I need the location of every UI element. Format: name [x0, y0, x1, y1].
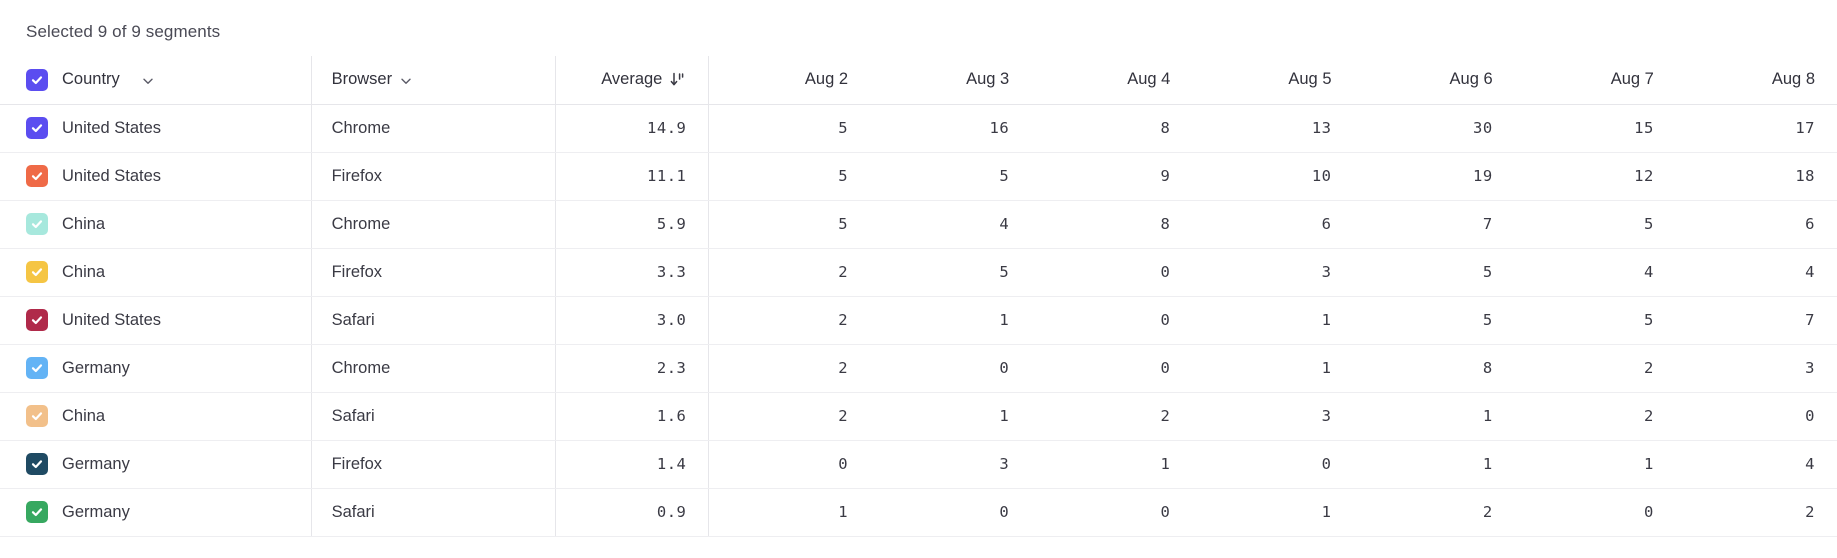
- cell-day-5: 12: [1515, 152, 1676, 200]
- cell-country-label: Germany: [62, 454, 130, 473]
- cell-day-2: 0: [1031, 344, 1192, 392]
- cell-country: [0, 248, 311, 296]
- cell-day-1: 0: [870, 488, 1031, 536]
- cell-day-0: 2: [709, 344, 870, 392]
- column-header-day-6[interactable]: Aug 8: [1676, 56, 1837, 104]
- cell-day-6: 6: [1676, 200, 1837, 248]
- cell-day-0: 5: [709, 200, 870, 248]
- cell-day-2: 0: [1031, 488, 1192, 536]
- cell-browser: Chrome: [311, 344, 556, 392]
- cell-day-2: 0: [1031, 248, 1192, 296]
- cell-country-label: United States: [62, 118, 162, 137]
- column-header-country-label: Country: [62, 70, 120, 89]
- cell-day-1: 0: [870, 344, 1031, 392]
- column-header-day-1[interactable]: Aug 3: [870, 56, 1031, 104]
- row-checkbox[interactable]: [26, 117, 48, 139]
- row-checkbox[interactable]: [26, 501, 48, 523]
- cell-day-3: 3: [1192, 248, 1353, 296]
- cell-day-1: 5: [870, 152, 1031, 200]
- cell-day-2: 8: [1031, 104, 1192, 152]
- cell-country: [0, 296, 311, 344]
- cell-browser: Firefox: [311, 440, 556, 488]
- cell-day-6: 0: [1676, 392, 1837, 440]
- column-header-browser-label: Browser: [331, 70, 393, 89]
- cell-day-5: 1: [1515, 440, 1676, 488]
- chevron-down-icon[interactable]: [142, 75, 154, 87]
- cell-day-3: 10: [1192, 152, 1353, 200]
- cell-day-1: 1: [870, 296, 1031, 344]
- cell-day-3: 3: [1192, 392, 1353, 440]
- cell-country-label: China: [62, 262, 106, 281]
- cell-country: [0, 200, 311, 248]
- cell-day-1: 16: [870, 104, 1031, 152]
- cell-country: [0, 104, 311, 152]
- cell-day-3: 1: [1192, 344, 1353, 392]
- column-header-average-label: Average: [601, 70, 663, 89]
- cell-average: 1.6: [556, 392, 709, 440]
- table-row[interactable]: [0, 152, 1837, 200]
- cell-day-1: 1: [870, 392, 1031, 440]
- cell-day-6: 3: [1676, 344, 1837, 392]
- cell-average: 2.3: [556, 344, 709, 392]
- cell-day-4: 30: [1354, 104, 1515, 152]
- cell-day-0: 5: [709, 104, 870, 152]
- table-row[interactable]: [0, 392, 1837, 440]
- cell-browser: Firefox: [311, 248, 556, 296]
- cell-day-6: 7: [1676, 296, 1837, 344]
- table-row[interactable]: [0, 104, 1837, 152]
- segments-table: [0, 56, 1837, 537]
- cell-day-3: 0: [1192, 440, 1353, 488]
- cell-country: [0, 488, 311, 536]
- cell-country-label: United States: [62, 310, 162, 329]
- cell-day-5: 4: [1515, 248, 1676, 296]
- row-checkbox[interactable]: [26, 453, 48, 475]
- cell-day-2: 1: [1031, 440, 1192, 488]
- cell-day-4: 5: [1354, 248, 1515, 296]
- cell-country: [0, 392, 311, 440]
- cell-day-6: 2: [1676, 488, 1837, 536]
- table-row[interactable]: [0, 440, 1837, 488]
- cell-day-4: 5: [1354, 296, 1515, 344]
- cell-day-4: 8: [1354, 344, 1515, 392]
- cell-average: 3.3: [556, 248, 709, 296]
- cell-day-3: 13: [1192, 104, 1353, 152]
- selection-summary: Selected 9 of 9 segments: [26, 22, 221, 41]
- cell-day-6: 4: [1676, 248, 1837, 296]
- column-header-average[interactable]: [556, 56, 709, 104]
- column-header-browser[interactable]: [311, 56, 556, 104]
- cell-day-0: 2: [709, 392, 870, 440]
- column-header-country[interactable]: [0, 56, 311, 104]
- cell-day-4: 7: [1354, 200, 1515, 248]
- row-checkbox[interactable]: [26, 405, 48, 427]
- cell-day-4: 2: [1354, 488, 1515, 536]
- column-header-day-5[interactable]: Aug 7: [1515, 56, 1676, 104]
- cell-country-label: Germany: [62, 358, 130, 377]
- table-header-row: [0, 56, 1837, 104]
- cell-day-1: 3: [870, 440, 1031, 488]
- column-header-day-4[interactable]: Aug 6: [1354, 56, 1515, 104]
- cell-day-5: 15: [1515, 104, 1676, 152]
- select-all-checkbox[interactable]: [26, 69, 48, 91]
- cell-day-3: 1: [1192, 488, 1353, 536]
- row-checkbox[interactable]: [26, 165, 48, 187]
- cell-day-1: 5: [870, 248, 1031, 296]
- column-header-day-0[interactable]: Aug 2: [709, 56, 870, 104]
- cell-country-label: China: [62, 214, 106, 233]
- table-row[interactable]: [0, 344, 1837, 392]
- cell-browser: Firefox: [311, 152, 556, 200]
- row-checkbox[interactable]: [26, 213, 48, 235]
- table-row[interactable]: [0, 488, 1837, 536]
- row-checkbox[interactable]: [26, 357, 48, 379]
- cell-day-0: 5: [709, 152, 870, 200]
- column-header-day-2[interactable]: Aug 4: [1031, 56, 1192, 104]
- cell-day-2: 2: [1031, 392, 1192, 440]
- cell-country: [0, 344, 311, 392]
- column-header-day-3[interactable]: Aug 5: [1192, 56, 1353, 104]
- table-row[interactable]: [0, 248, 1837, 296]
- cell-day-4: 19: [1354, 152, 1515, 200]
- cell-day-1: 4: [870, 200, 1031, 248]
- cell-day-2: 0: [1031, 296, 1192, 344]
- cell-day-6: 17: [1676, 104, 1837, 152]
- cell-browser: Chrome: [311, 104, 556, 152]
- cell-day-4: 1: [1354, 392, 1515, 440]
- cell-day-5: 2: [1515, 392, 1676, 440]
- row-checkbox[interactable]: [26, 309, 48, 331]
- cell-average: 5.9: [556, 200, 709, 248]
- cell-day-5: 0: [1515, 488, 1676, 536]
- sort-descending-icon[interactable]: [670, 72, 686, 93]
- cell-average: 0.9: [556, 488, 709, 536]
- table-row[interactable]: [0, 296, 1837, 344]
- cell-day-5: 2: [1515, 344, 1676, 392]
- cell-day-0: 0: [709, 440, 870, 488]
- cell-day-3: 6: [1192, 200, 1353, 248]
- table-row[interactable]: [0, 200, 1837, 248]
- cell-day-0: 2: [709, 296, 870, 344]
- cell-average: 1.4: [556, 440, 709, 488]
- cell-country: [0, 440, 311, 488]
- table-body: [0, 104, 1837, 536]
- cell-day-4: 1: [1354, 440, 1515, 488]
- cell-country-label: China: [62, 406, 106, 425]
- cell-day-0: 1: [709, 488, 870, 536]
- cell-day-6: 4: [1676, 440, 1837, 488]
- cell-average: 11.1: [556, 152, 709, 200]
- row-checkbox[interactable]: [26, 261, 48, 283]
- cell-day-5: 5: [1515, 200, 1676, 248]
- cell-day-2: 8: [1031, 200, 1192, 248]
- cell-day-6: 18: [1676, 152, 1837, 200]
- cell-day-5: 5: [1515, 296, 1676, 344]
- cell-browser: Safari: [311, 392, 556, 440]
- cell-country: [0, 152, 311, 200]
- cell-browser: Chrome: [311, 200, 556, 248]
- table-header: [0, 56, 1837, 104]
- cell-day-0: 2: [709, 248, 870, 296]
- cell-browser: Safari: [311, 488, 556, 536]
- cell-average: 14.9: [556, 104, 709, 152]
- cell-browser: Safari: [311, 296, 556, 344]
- cell-day-2: 9: [1031, 152, 1192, 200]
- cell-day-3: 1: [1192, 296, 1353, 344]
- cell-country-label: United States: [62, 166, 162, 185]
- chevron-down-icon[interactable]: [400, 75, 412, 87]
- cell-country-label: Germany: [62, 502, 130, 521]
- cell-average: 3.0: [556, 296, 709, 344]
